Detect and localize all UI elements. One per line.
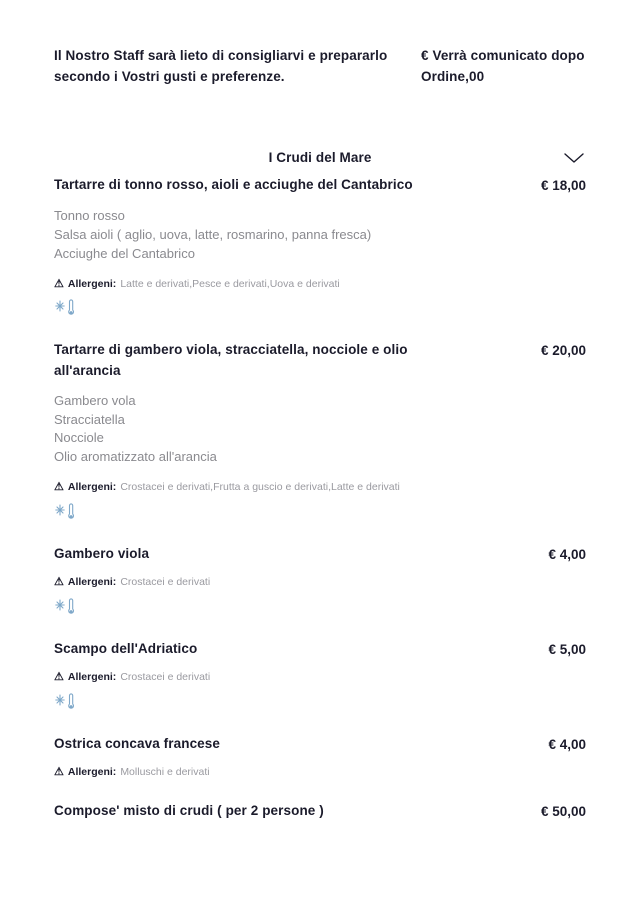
allergen-label: Allergeni: bbox=[67, 765, 117, 778]
dish-name: Tartarre di gambero viola, stracciatella, nocciole e olio all'arancia bbox=[54, 342, 408, 378]
allergen-list: Latte e derivati,Pesce e derivati,Uova e derivati bbox=[120, 277, 340, 290]
dish-header bbox=[54, 734, 586, 755]
ingredient-list bbox=[54, 392, 586, 467]
snowflake-thermometer-icon bbox=[54, 298, 586, 318]
intro-text: Il Nostro Staff sarà lieto di consigliarvi e prepararlo secondo i Vostri gusti e preferenze. bbox=[54, 48, 388, 84]
allergen-list: Crostacei e derivati bbox=[120, 576, 211, 589]
allergen-list: Crostacei e derivati,Frutta a guscio e derivati,Latte e derivati bbox=[120, 481, 400, 494]
allergen-label: Allergeni: bbox=[67, 670, 117, 683]
dish-header bbox=[54, 639, 586, 660]
dish-price: € 4,00 bbox=[548, 546, 586, 562]
warning-triangle-icon: ⚠ bbox=[54, 277, 64, 290]
dish-name: Compose' misto di crudi ( per 2 persone ) bbox=[54, 803, 324, 819]
ingredient-line: Nocciole bbox=[54, 430, 104, 446]
section-title: I Crudi del Mare bbox=[268, 149, 372, 165]
dish-header bbox=[54, 544, 586, 565]
intro-price-note: € Verrà comunicato dopo Ordine,00 bbox=[421, 48, 585, 84]
dish-price: € 50,00 bbox=[540, 804, 586, 820]
dish-price: € 5,00 bbox=[548, 641, 586, 657]
allergen-label: Allergeni: bbox=[67, 481, 117, 494]
warning-triangle-icon: ⚠ bbox=[54, 576, 64, 589]
chevron-down-icon[interactable] bbox=[562, 150, 586, 166]
section-header bbox=[54, 150, 586, 165]
allergen-list: Molluschi e derivati bbox=[120, 765, 210, 778]
ingredient-line: Gambero vola bbox=[54, 392, 136, 408]
allergen-row bbox=[54, 480, 586, 495]
intro-block bbox=[54, 46, 586, 88]
dish-item bbox=[54, 340, 586, 522]
ingredient-line: Stracciatella bbox=[54, 411, 125, 427]
dish-header bbox=[54, 801, 586, 822]
dish-price: € 4,00 bbox=[548, 736, 586, 752]
allergen-row bbox=[54, 277, 586, 292]
dish-item bbox=[54, 175, 586, 318]
dish-list bbox=[54, 175, 586, 823]
warning-triangle-icon: ⚠ bbox=[54, 670, 64, 683]
ingredient-line: Acciughe del Cantabrico bbox=[54, 245, 195, 261]
ingredient-line: Salsa aioli ( aglio, uova, latte, rosmarino, panna fresca) bbox=[54, 226, 372, 242]
dish-item bbox=[54, 639, 586, 712]
allergen-row bbox=[54, 575, 586, 590]
warning-triangle-icon: ⚠ bbox=[54, 765, 64, 778]
dish-item bbox=[54, 544, 586, 617]
snowflake-thermometer-icon bbox=[54, 502, 586, 522]
dish-price: € 20,00 bbox=[540, 343, 586, 359]
dish-header bbox=[54, 175, 586, 196]
snowflake-thermometer-icon bbox=[54, 692, 586, 712]
warning-triangle-icon: ⚠ bbox=[54, 481, 64, 494]
allergen-row bbox=[54, 765, 586, 780]
dish-header bbox=[54, 340, 586, 381]
allergen-label: Allergeni: bbox=[67, 576, 117, 589]
ingredient-line: Tonno rosso bbox=[54, 208, 125, 224]
ingredient-line: Olio aromatizzato all'arancia bbox=[54, 449, 217, 465]
allergen-label: Allergeni: bbox=[67, 277, 117, 290]
dish-item bbox=[54, 734, 586, 780]
allergen-row bbox=[54, 670, 586, 685]
snowflake-thermometer-icon bbox=[54, 597, 586, 617]
dish-item bbox=[54, 801, 586, 822]
dish-name: Gambero viola bbox=[54, 545, 150, 561]
dish-name: Scampo dell'Adriatico bbox=[54, 640, 198, 656]
allergen-list: Crostacei e derivati bbox=[120, 670, 211, 683]
ingredient-list bbox=[54, 207, 586, 264]
dish-name: Tartarre di tonno rosso, aioli e acciughe del Cantabrico bbox=[54, 176, 413, 192]
dish-price: € 18,00 bbox=[540, 177, 586, 193]
dish-name: Ostrica concava francese bbox=[54, 735, 220, 751]
